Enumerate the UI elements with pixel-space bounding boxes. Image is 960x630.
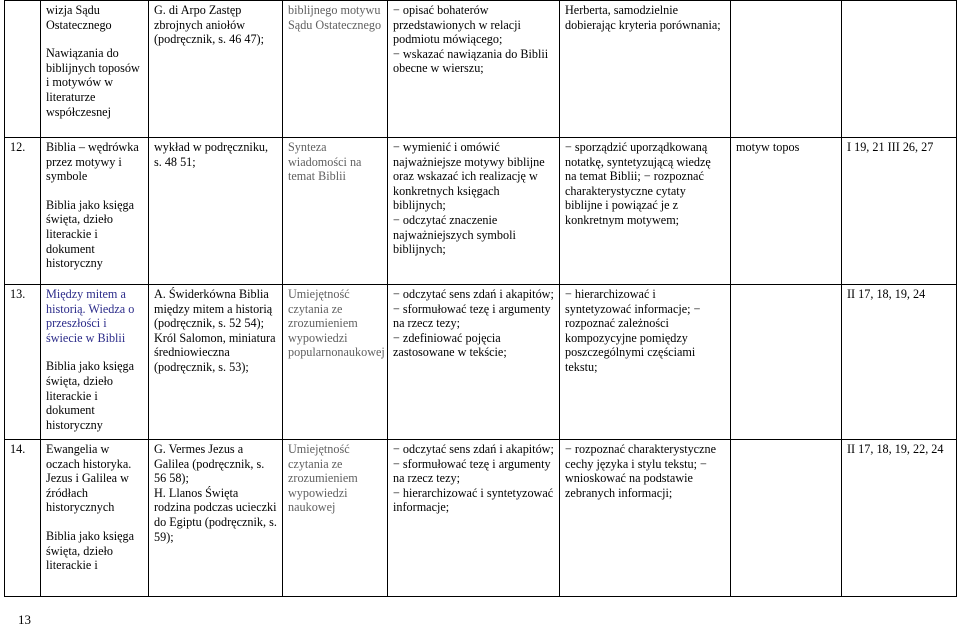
form-cell: Synteza wiadomości na temat Biblii (283, 138, 388, 285)
requirement-item: − odczytać znaczenie najważniejszych symboli biblijnych; (393, 212, 516, 257)
topic-title: Biblia – wędrówka przez motywy i symbole (46, 140, 139, 184)
texts-cell (149, 138, 283, 285)
refs-cell (842, 1, 957, 138)
texts-cell (149, 285, 283, 440)
requirement-item: − hierarchizować i syntetyzować informacje; (393, 485, 554, 515)
motifs-cell: motyw topos (731, 138, 842, 285)
text-item: H. Llanos Święta rodzina podczas ucieczki do Egiptu (podręcznik, s. 59); (154, 485, 277, 544)
motifs-cell (731, 1, 842, 138)
topic-title: Między mitem a historią. Wiedza o przeszłości i świecie w Biblii (46, 287, 135, 345)
lesson-number (5, 1, 41, 138)
req-extended-cell: Herberta, samodzielnie dobierając kryteria porównania; (560, 1, 731, 138)
topic-subtitle: Nawiązania do biblijnych toposów i motywów w literaturze współczesnej (46, 46, 140, 119)
topic-cell (41, 285, 149, 440)
requirement-item: − odczytać sens zdań i akapitów; (393, 442, 554, 456)
req-extended-cell: − sporządzić uporządkowaną notatkę, syntetyzującą wiedzę na temat Biblii; − rozpoznać charakterystyczne cytaty biblijne i powiązać je z konkretnym motywem; (560, 138, 731, 285)
lesson-number: 12. (5, 138, 41, 285)
table-row (5, 440, 957, 597)
refs-cell: II 17, 18, 19, 24 (842, 285, 957, 440)
text-item: G. Vermes Jezus a Galilea (podręcznik, s. 56 58); (154, 442, 265, 486)
requirement-item: − sformułować tezę i argumenty na rzecz tezy; (393, 456, 551, 486)
topic-subtitle: Biblia jako księga święta, dzieło literackie i (46, 528, 135, 573)
form-cell: Umiejętność czytania ze zrozumieniem wypowiedzi popularnonaukowej (283, 285, 388, 440)
text-item: wykład w podręczniku, s. 48 51; (154, 140, 269, 169)
topic-cell (41, 440, 149, 597)
curriculum-table-wrap (4, 0, 956, 597)
refs-cell: I 19, 21 III 26, 27 (842, 138, 957, 285)
form-cell: Umiejętność czytania ze zrozumieniem wypowiedzi naukowej (283, 440, 388, 597)
motifs-cell (731, 440, 842, 597)
lesson-number: 13. (5, 285, 41, 440)
table-row (5, 138, 957, 285)
requirement-item: − wskazać nawiązania do Biblii obecne w wierszu; (393, 46, 549, 76)
topic-cell (41, 138, 149, 285)
texts-cell (149, 1, 283, 138)
req-basic-cell (388, 1, 560, 138)
form-cell: biblijnego motywu Sądu Ostatecznego (283, 1, 388, 138)
topic-subtitle: Biblia jako księga święta, dzieło literackie i dokument historyczny (46, 359, 135, 432)
curriculum-table (4, 0, 957, 597)
requirement-item: − odczytać sens zdań i akapitów; (393, 287, 554, 301)
motifs-cell (731, 285, 842, 440)
texts-cell (149, 440, 283, 597)
text-item: A. Świderkówna Biblia między mitem a historią (podręcznik, s. 52 54); (154, 287, 273, 331)
topic-title: wizja Sądu Ostatecznego (46, 3, 112, 32)
requirement-item: − opisać bohaterów przedstawionych w relacji podmiotu mówiącego; (393, 3, 521, 47)
topic-title: Ewangelia w oczach historyka. Jezus i Galilea w źródłach historycznych (46, 442, 132, 515)
req-basic-cell (388, 440, 560, 597)
page-number: 13 (18, 612, 31, 627)
refs-cell: II 17, 18, 19, 22, 24 (842, 440, 957, 597)
requirement-item: − sformułować tezę i argumenty na rzecz tezy; (393, 301, 551, 331)
table-row (5, 1, 957, 138)
topic-cell (41, 1, 149, 138)
lesson-number: 14. (5, 440, 41, 597)
req-extended-cell: − rozpoznać charakterystyczne cechy języka i stylu tekstu; − wnioskować na podstawie zebranych informacji; (560, 440, 731, 597)
text-item: G. di Arpo Zastęp zbrojnych aniołów (podręcznik, s. 46 47); (154, 3, 264, 47)
topic-subtitle: Biblia jako księga święta, dzieło literackie i dokument historyczny (46, 197, 135, 271)
table-row (5, 285, 957, 440)
requirement-item: − wymienić i omówić najważniejsze motywy biblijne oraz wskazać ich realizację w konkretnych księgach biblijnych; (393, 140, 545, 213)
req-basic-cell (388, 285, 560, 440)
req-extended-cell: − hierarchizować i syntetyzować informacje; − rozpoznać zależności kompozycyjne pomiędzy poszczególnymi częściami tekstu; (560, 285, 731, 440)
req-basic-cell (388, 138, 560, 285)
text-item: Król Salomon, miniatura średniowieczna (podręcznik, s. 53); (154, 330, 276, 374)
requirement-item: − zdefiniować pojęcia zastosowane w tekście; (393, 330, 507, 360)
